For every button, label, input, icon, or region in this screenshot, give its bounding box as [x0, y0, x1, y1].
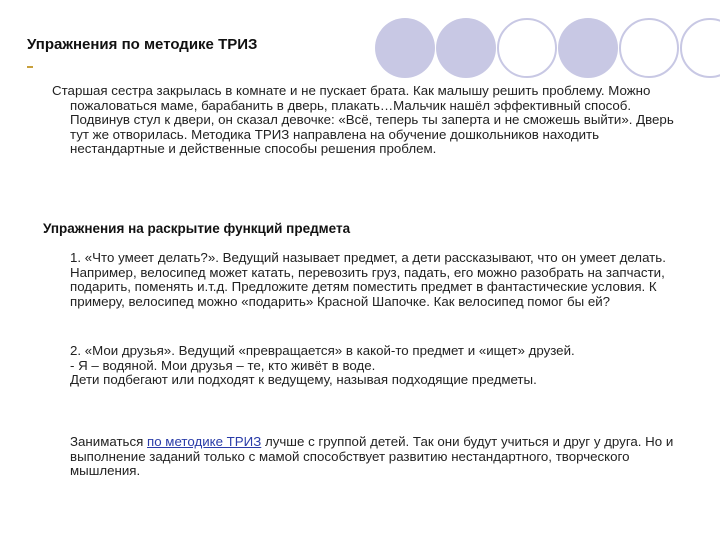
exercise-2-paragraph: [70, 344, 690, 388]
intro-paragraph: Старшая сестра закрылась в комнате и не пускает брата. Как малышу решить проблему. Можно пожаловаться маме, барабанить в дверь, плакать…Мальчик нашёл эффективный способ. Подвинув стул к двери, он сказал девочке: «Всё, теперь ты заперта и не сможешь выйти». Дверь тут же отворилась. Методика ТРИЗ направлена на обучение дошкольников находить нестандартные и действенные способы решения проблем.: [52, 83, 674, 157]
exercise-2-line: 2. «Мои друзья». Ведущий «превращается» в какой-то предмет и «ищет» друзей.: [70, 343, 575, 358]
closing-prefix: Заниматься: [70, 434, 148, 449]
exercise-1-paragraph: 1. «Что умеет делать?». Ведущий называет предмет, а дети рассказывают, что он умеет делать. Например, велосипед может катать, перевозить груз, падать, его можно разобрать на запчасти, подарить, поменять и.т.д. Предложите детям поместить предмет в фантастические условия. К примеру, велосипед можно «подарить» Красной Шапочке. Как велосипед помог бы ей?: [70, 250, 666, 309]
section-title: Упражнения на раскрытие функций предмета: [43, 221, 351, 236]
closing-paragraph: [70, 435, 690, 479]
decor-circle: [375, 18, 435, 78]
exercise-2-line: - Я – водяной. Мои друзья – те, кто живёт в воде.: [70, 357, 376, 373]
closing-suffix: лучше с группой детей. Так они будут учиться и друг у друга. Но и выполнение заданий только с мамой способствует развитию нестандартного, творческого мышления.: [70, 434, 674, 479]
exercise-2-line: Дети подбегают или подходят к ведущему, называя подходящие предметы.: [70, 372, 537, 388]
decor-circle: [619, 18, 679, 78]
triz-method-link[interactable]: по методике ТРИЗ: [147, 434, 262, 449]
decor-circle: [558, 18, 618, 78]
decor-circle: [497, 18, 557, 78]
decor-circle: [680, 18, 720, 78]
decor-circle: [436, 18, 496, 78]
page-title: Упражнения по методике ТРИЗ: [27, 36, 258, 53]
bullet-marker: [27, 66, 33, 68]
